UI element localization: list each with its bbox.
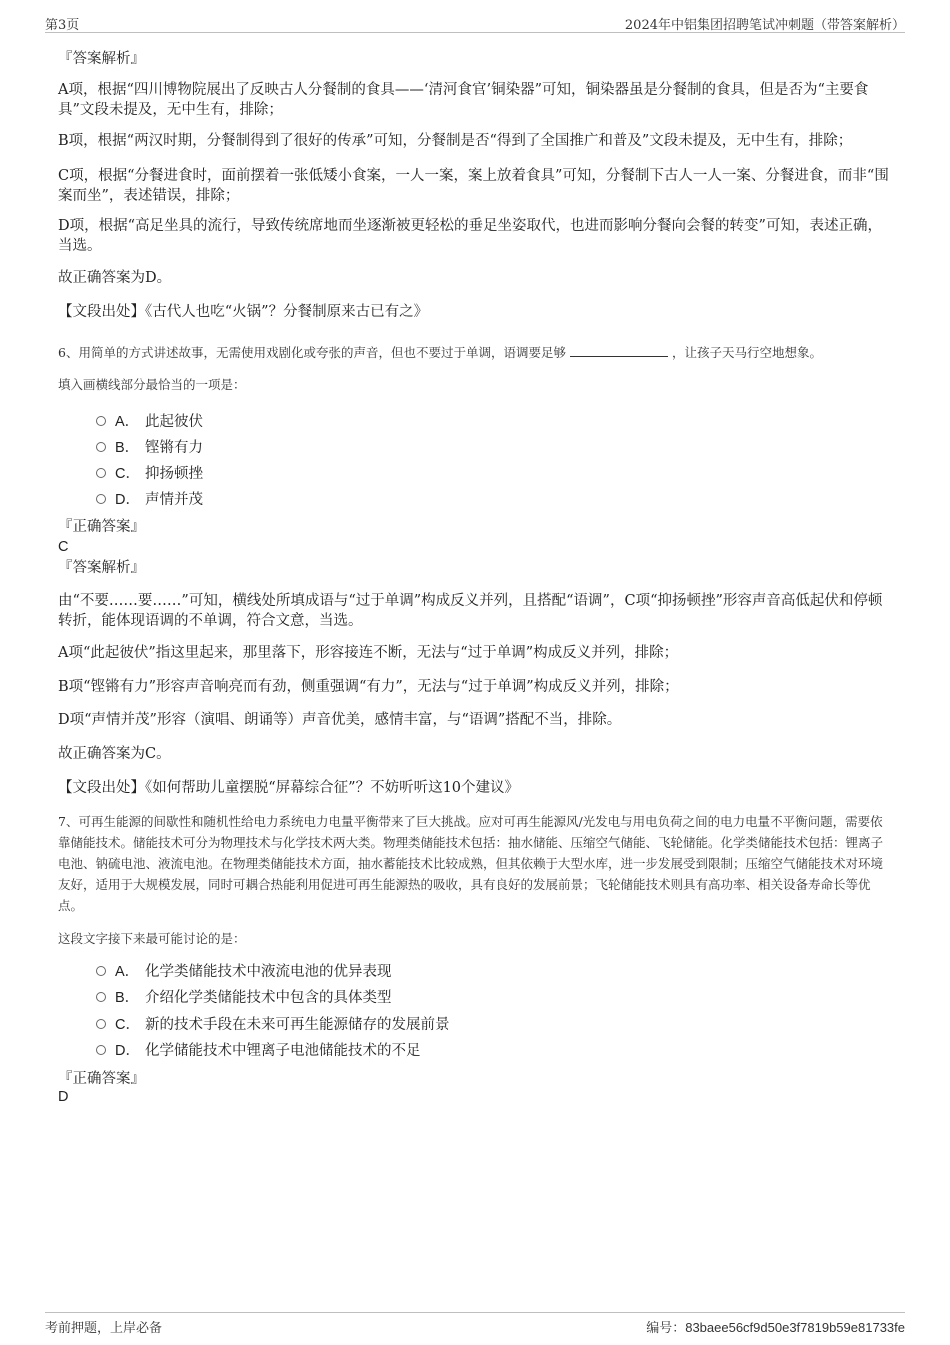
- answer-blank: [570, 344, 668, 357]
- q6-stem: [58, 342, 893, 363]
- q7-option-b[interactable]: B． 介绍化学类储能技术中包含的具体类型: [96, 988, 392, 1008]
- radio-icon[interactable]: [96, 1045, 106, 1055]
- q5-analysis-a: A项，根据“四川博物院展出了反映古人分餐制的食具——‘清河食官’铜染器”可知，铜染器虽是分餐制的食具，但是否为“主要食具”文段未提及，无中生有，排除；: [58, 82, 869, 118]
- radio-icon[interactable]: [96, 494, 106, 504]
- q7-option-a[interactable]: A． 化学类储能技术中液流电池的优异表现: [96, 962, 392, 982]
- q5-conclusion: 故正确答案为D。: [58, 270, 172, 286]
- q6-source: 【文段出处】《如何帮助儿童摆脱“屏幕综合征”？不妨听听这10个建议》: [58, 780, 520, 796]
- q6-option-a[interactable]: A． 此起彼伏: [96, 412, 203, 432]
- q7-correct-title: 『正确答案』: [58, 1071, 145, 1087]
- radio-icon[interactable]: [96, 1019, 106, 1029]
- q6-stem-before: 6、用简单的方式讲述故事，无需使用戏剧化或夸张的声音，但也不要过于单调，语调要足够: [58, 345, 566, 360]
- q5-analysis-b: B项，根据“两汉时期，分餐制得到了很好的传承”可知，分餐制是否“得到了全国推广和普及”文段未提及，无中生有，排除；: [58, 133, 853, 149]
- q5-analysis-d: D项，根据“高足坐具的流行，导致传统席地而坐逐渐被更轻松的垂足坐姿取代，也进而影响分餐向会餐的转变”可知，表述正确，当选。: [58, 218, 882, 254]
- q6-conclusion: 故正确答案为C。: [58, 746, 171, 762]
- q6-option-b[interactable]: B． 铿锵有力: [96, 438, 203, 458]
- document-title: 2024年中铝集团招聘笔试冲刺题（带答案解析）: [624, 18, 905, 33]
- footer-slogan: 考前押题，上岸必备: [45, 1321, 163, 1336]
- q6-prompt: 填入画横线部分最恰当的一项是：: [58, 377, 246, 392]
- q7-option-c[interactable]: C． 新的技术手段在未来可再生能源储存的发展前景: [96, 1015, 450, 1035]
- q7-prompt: 这段文字接下来最可能讨论的是：: [58, 931, 246, 946]
- q6-analysis: 由“不要……要……”可知，横线处所填成语与“过于单调”构成反义并列，且搭配“语调”，C项“抑扬顿挫”形容声音高低起伏和停顿转折，能体现语调的不单调，符合文意，当选。: [58, 593, 883, 629]
- q6-analysis-b: B项“铿锵有力”形容声音响亮而有劲，侧重强调“有力”，无法与“过于单调”构成反义并列，排除；: [58, 679, 679, 695]
- radio-icon[interactable]: [96, 416, 106, 426]
- page-header: [45, 12, 905, 33]
- radio-icon[interactable]: [96, 966, 106, 976]
- q5-analysis-title: 『答案解析』: [58, 51, 145, 67]
- document-serial: 编号：83baee56cf9d50e3f7819b59e81733fe: [646, 1320, 905, 1335]
- radio-icon[interactable]: [96, 468, 106, 478]
- q7-stem: 7、可再生能源的间歇性和随机性给电力系统电力电量平衡带来了巨大挑战。应对可再生能源风/光发电与用电负荷之间的电力电量不平衡问题，需要依靠储能技术。储能技术可分为物理技术与化学技术两大类。物理类储能技术包括：抽水储能、压缩空气储能、飞轮储能。化学类储能技术包括：锂离子电池、钠硫电池、液流电池。在物理类储能技术方面，抽水蓄能技术比较成熟，但其依赖于大型水库，进一步发展受到限制；压缩空气储能技术对环境友好，适用于大规模发展，同时可耦合热能利用促进可再生能源热的吸收，具有良好的发展前景；飞轮储能技术则具有高功率、相关设备寿命长等优点。: [58, 814, 884, 913]
- q6-correct-answer: C: [58, 539, 69, 555]
- q6-correct-title: 『正确答案』: [58, 519, 145, 535]
- q6-analysis-a: A项“此起彼伏”指这里起来，那里落下，形容接连不断，无法与“过于单调”构成反义并列，排除；: [58, 645, 679, 661]
- q5-analysis-c: C项，根据“分餐进食时，面前摆着一张低矮小食案，一人一案，案上放着食具”可知，分餐制下古人一人一案、分餐进食，而非“围案而坐”，表述错误，排除；: [58, 168, 889, 204]
- page-footer: [45, 1312, 905, 1337]
- q5-source: 【文段出处】《古代人也吃“火锅”？分餐制原来古已有之》: [58, 304, 429, 320]
- q6-analysis-title: 『答案解析』: [58, 560, 145, 576]
- radio-icon[interactable]: [96, 442, 106, 452]
- q6-option-c[interactable]: C． 抑扬顿挫: [96, 464, 203, 484]
- radio-icon[interactable]: [96, 992, 106, 1002]
- q6-option-d[interactable]: D． 声情并茂: [96, 490, 203, 510]
- q6-analysis-d: D项“声情并茂”形容（演唱、朗诵等）声音优美，感情丰富，与“语调”搭配不当，排除。: [58, 712, 622, 728]
- q7-option-d[interactable]: D． 化学储能技术中锂离子电池储能技术的不足: [96, 1041, 421, 1061]
- q6-stem-after: ，让孩子天马行空地想象。: [671, 345, 822, 360]
- q7-correct-answer: D: [58, 1089, 69, 1105]
- page-number: 第3页: [45, 18, 80, 33]
